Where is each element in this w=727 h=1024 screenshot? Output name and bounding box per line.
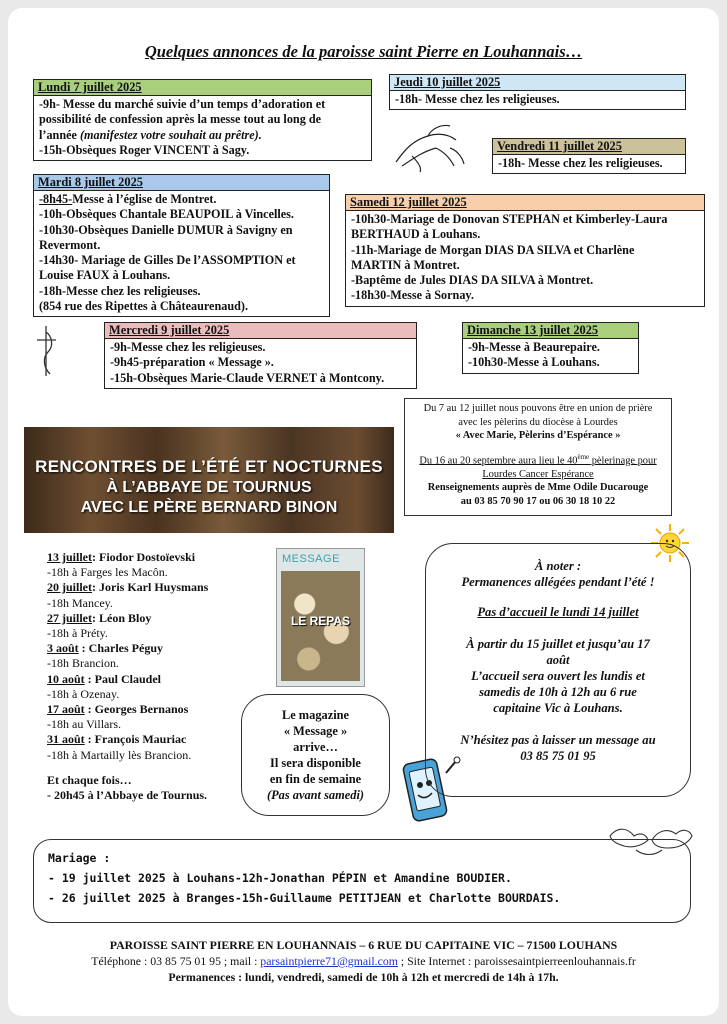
meeting-place: -18h à Farges les Macôn. (47, 565, 168, 580)
pilgrimage-line-4: Du 16 au 20 septembre aura lieu le 40ème pèlerinage pour (419, 452, 657, 467)
pilgrimage-line-1: Du 7 au 12 juillet nous pouvons être en union de prière (423, 403, 653, 414)
magazine-line-5: en fin de semaine (269, 772, 362, 786)
wednesday-box (104, 322, 417, 389)
thursday-header: Jeudi 10 juillet 2025 (390, 75, 685, 91)
wedding-item-1: - 19 juillet 2025 à Louhans-12h-Jonathan PÉPIN et Amandine BOUDIER. (48, 871, 512, 885)
monday-line-3: l’année (manifestez votre souhait au prêtre). (39, 127, 262, 142)
sunday-header: Dimanche 13 juillet 2025 (463, 323, 638, 339)
meeting-title: 3 août : Charles Péguy (47, 641, 163, 656)
tuesday-line-2: -10h-Obsèques Chantale BEAUPOIL à Vincelles. (39, 207, 294, 222)
meeting-place: -18h Brancion. (47, 656, 119, 671)
meeting-title: 20 juillet: Joris Karl Huysmans (47, 580, 209, 595)
dove-hands-icon (392, 118, 468, 174)
note-line-7: samedis de 10h à 12h au 6 rue (479, 685, 637, 699)
meeting-title: 17 août : Georges Bernanos (47, 702, 189, 717)
pilgrimage-line-6: Renseignements auprès de Mme Odile Ducarouge (427, 482, 649, 494)
note-line-2: Permanences allégées pendant l’été ! (461, 575, 655, 589)
saturday-line-3: -11h-Mariage de Morgan DIAS DA SILVA et Charlène (351, 242, 635, 257)
meetings-footer-2: - 20h45 à l’Abbaye de Tournus. (47, 788, 208, 803)
banner-line-3: AVEC LE PÈRE BERNARD BINON (80, 499, 338, 516)
magazine-box (241, 694, 390, 816)
monday-box (33, 79, 372, 161)
magazine-cover (276, 548, 365, 687)
sunday-box (462, 322, 639, 374)
email-link[interactable]: parsaintpierre71@gmail.com (260, 954, 398, 968)
weddings-box (33, 839, 691, 923)
page-title: Quelques annonces de la paroisse saint Pierre en Louhannais… (144, 42, 583, 61)
banner-line-2: À L’ABBAYE DE TOURNUS (106, 479, 312, 496)
wednesday-line-2: -9h45-préparation « Message ». (110, 355, 274, 370)
note-line-3: Pas d’accueil le lundi 14 juillet (477, 605, 639, 619)
saturday-line-2: BERTHAUD à Louhans. (351, 227, 481, 242)
wedding-item-2: - 26 juillet 2025 à Branges-15h-Guillaume PETITJEAN et Charlotte BOURDAIS. (48, 891, 561, 905)
saturday-line-4: MARTIN à Montret. (351, 257, 460, 272)
tuesday-line-6: Louise FAUX à Louhans. (39, 268, 171, 283)
cross-icon (34, 322, 60, 380)
note-line-9: N’hésitez pas à laisser un message au (460, 733, 656, 747)
saturday-line-5: -Baptême de Jules DIAS DA SILVA à Montret. (351, 273, 594, 288)
note-line-6: L’accueil sera ouvert les lundis et (471, 669, 645, 683)
tuesday-line-3: -10h30-Obsèques Danielle DUMUR à Savigny en (39, 222, 293, 237)
tournus-banner (24, 427, 394, 533)
monday-note: (manifestez votre souhait au prêtre). (79, 127, 262, 142)
footer-contact: Téléphone : 03 85 75 01 95 ; mail : parsaintpierre71@gmail.com ; Site Internet : paroissesaintpierreenlouhannais.fr (91, 954, 636, 968)
saturday-box (345, 194, 705, 307)
magazine-line-6: (Pas avant samedi) (266, 788, 365, 802)
friday-header: Vendredi 11 juillet 2025 (493, 139, 685, 155)
footer-address: PAROISSE SAINT PIERRE EN LOUHANNAIS – 6 RUE DU CAPITAINE VIC – 71500 LOUHANS (109, 938, 618, 952)
monday-line-2: possibilité de confession après la messe tout au long de (39, 112, 322, 127)
meetings-footer-1: Et chaque fois… (47, 772, 132, 787)
tuesday-line-7: -18h-Messe chez les religieuses. (39, 283, 201, 298)
friday-line-1: -18h- Messe chez les religieuses. (498, 156, 663, 170)
magazine-cover-title: MESSAGE (282, 553, 340, 565)
thursday-box (389, 74, 686, 110)
magazine-line-3: arrive… (293, 740, 338, 754)
sunday-line-1: -9h-Messe à Beaurepaire. (468, 340, 600, 354)
meeting-place: -18h à Ozenay. (47, 686, 120, 701)
tuesday-line-4: Revermont. (39, 237, 101, 252)
tuesday-line-8: (854 rue des Ripettes à Châteaurenaud). (39, 299, 248, 314)
monday-line-1: -9h- Messe du marché suivie d’un temps d’adoration et (39, 97, 326, 111)
friday-box (492, 138, 686, 174)
magazine-cover-subtitle: LE REPAS (290, 614, 351, 628)
monday-line-5: -15h-Obsèques Roger VINCENT à Sagy. (39, 142, 250, 157)
tuesday-line-1: -8h45-Messe à l’église de Montret. (39, 192, 217, 206)
thursday-line-1: -18h- Messe chez les religieuses. (395, 92, 560, 106)
note-line-5: août (546, 653, 570, 667)
saturday-line-1: -10h30-Mariage de Donovan STEPHAN et Kimberley-Laura (351, 212, 668, 226)
meeting-title: 13 juillet: Fiodor Dostoïevski (47, 550, 196, 564)
footer-hours: Permanences : lundi, vendredi, samedi de 10h à 12h et mercredi de 14h à 17h. (168, 970, 559, 984)
meeting-title: 31 août : François Mauriac (47, 732, 187, 747)
sunday-line-2: -10h30-Messe à Louhans. (468, 355, 600, 370)
tuesday-header: Mardi 8 juillet 2025 (34, 175, 329, 191)
note-line-10: 03 85 75 01 95 (520, 749, 596, 763)
pilgrimage-line-5: Lourdes Cancer Espérance (482, 468, 594, 480)
magazine-line-4: Il sera disponible (270, 756, 361, 770)
monday-header: Lundi 7 juillet 2025 (34, 80, 371, 96)
wednesday-line-3: -15h-Obsèques Marie-Claude VERNET à Montcony. (110, 370, 385, 385)
note-line-1: À noter : (534, 559, 582, 573)
wednesday-header: Mercredi 9 juillet 2025 (105, 323, 416, 339)
meeting-place: -18h à Préty. (47, 626, 108, 641)
pilgrimage-line-3: « Avec Marie, Pèlerins d’Espérance » (455, 430, 621, 442)
weddings-title: Mariage : (48, 851, 111, 865)
meeting-title: 27 juillet: Léon Bloy (47, 610, 152, 625)
tuesday-box (33, 174, 330, 317)
note-line-4: À partir du 15 juillet et jusqu’au 17 (466, 637, 650, 651)
pilgrimage-line-7: au 03 85 70 90 17 ou 06 30 18 10 22 (460, 496, 616, 508)
meetings-list (47, 550, 208, 803)
tuesday-line-5: -14h30- Mariage de Gilles De l’ASSOMPTION et (39, 253, 296, 268)
note-line-8: capitaine Vic à Louhans. (493, 701, 623, 715)
note-box (425, 543, 691, 797)
magazine-line-1: Le magazine (281, 708, 350, 722)
meeting-place: -18h Mancey. (47, 595, 113, 610)
saturday-line-6: -18h30-Messe à Sornay. (351, 288, 474, 303)
wednesday-line-1: -9h-Messe chez les religieuses. (110, 340, 266, 354)
meeting-place: -18h à Martailly lès Brancion. (47, 747, 192, 762)
pilgrimage-line-2: avec les pèlerins du diocèse à Lourdes (458, 416, 618, 428)
magazine-line-2: « Message » (283, 724, 348, 738)
meeting-title: 10 août : Paul Claudel (47, 671, 162, 686)
banner-line-1: RENCONTRES DE L’ÉTÉ ET NOCTURNES (35, 457, 383, 476)
saturday-header: Samedi 12 juillet 2025 (346, 195, 704, 211)
pilgrimage-box (404, 398, 672, 516)
meeting-place: -18h au Villars. (47, 717, 122, 732)
